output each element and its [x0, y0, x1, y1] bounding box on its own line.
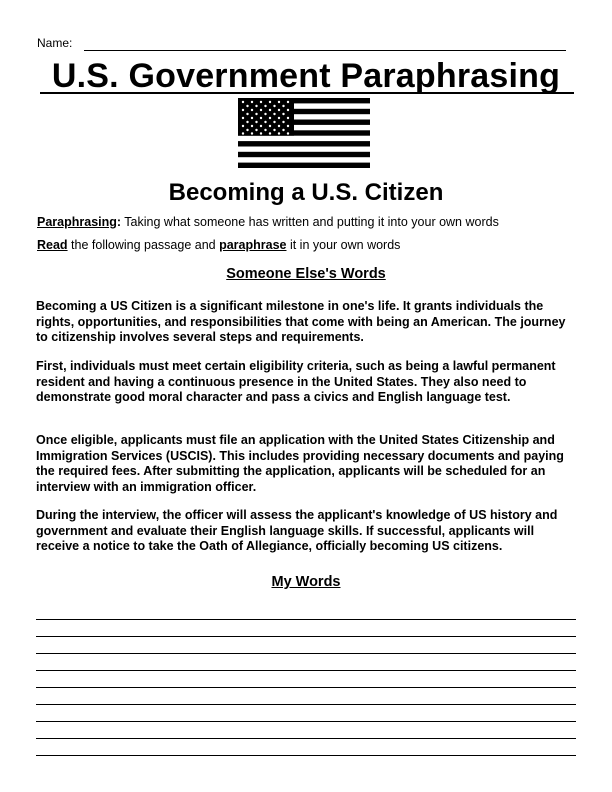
- answer-line[interactable]: [36, 755, 576, 756]
- name-label: Name:: [37, 36, 73, 50]
- passage-paragraph-3: Once eligible, applicants must file an application with the United States Citizenship and Immigration Services (USCIS). This includes providing necessary documents and paying the required fees. After submitting the application, applicants will be scheduled for an interview with an immigration officer.: [36, 433, 564, 494]
- page-title: U.S. Government Paraphrasing: [51, 57, 561, 95]
- answer-line[interactable]: [36, 636, 576, 637]
- us-flag-icon: [238, 98, 370, 168]
- answer-line[interactable]: [36, 619, 576, 620]
- instruction-text-mid: the following passage and: [67, 238, 220, 252]
- section-title: Becoming a U.S. Citizen: [168, 179, 444, 206]
- name-field: [37, 36, 72, 50]
- definition-colon: :: [116, 215, 122, 229]
- my-words-heading: My Words: [271, 574, 341, 590]
- definition-line: [37, 214, 499, 230]
- passage-paragraph-4: During the interview, the officer will assess the applicant's knowledge of US history and government and evaluate their English language skills. If successful, applicants will receive a notice to take the Oath of Allegiance, officially becoming US citizens.: [36, 508, 558, 553]
- instruction-verb-read: Read: [37, 238, 68, 252]
- passage-paragraph-1: Becoming a US Citizen is a significant milestone in one's life. It grants individuals the rights, opportunities, and responsibilities that come with being an American. The journey to citizenship involves several steps and requirements.: [36, 299, 566, 344]
- passage-heading: Someone Else's Words: [226, 266, 386, 282]
- answer-line[interactable]: [36, 653, 576, 654]
- passage-paragraph-2: First, individuals must meet certain eligibility criteria, such as being a lawful permanent resident and having a continuous presence in the United States. They also need to demonstrate good moral character and pass a civics and English language test.: [36, 359, 556, 404]
- name-input-line[interactable]: [84, 50, 566, 51]
- title-underline: [40, 92, 574, 94]
- instruction-text-end: it in your own words: [286, 238, 401, 252]
- answer-line[interactable]: [36, 687, 576, 688]
- answer-line[interactable]: [36, 704, 576, 705]
- answer-line[interactable]: [36, 738, 576, 739]
- definition-term: Paraphrasing: [37, 215, 117, 229]
- instruction-verb-paraphrase: paraphrase: [219, 238, 287, 252]
- instruction-line: [37, 237, 400, 253]
- answer-line[interactable]: [36, 721, 576, 722]
- definition-text: Taking what someone has written and putting it into your own words: [121, 215, 499, 229]
- answer-line[interactable]: [36, 670, 576, 671]
